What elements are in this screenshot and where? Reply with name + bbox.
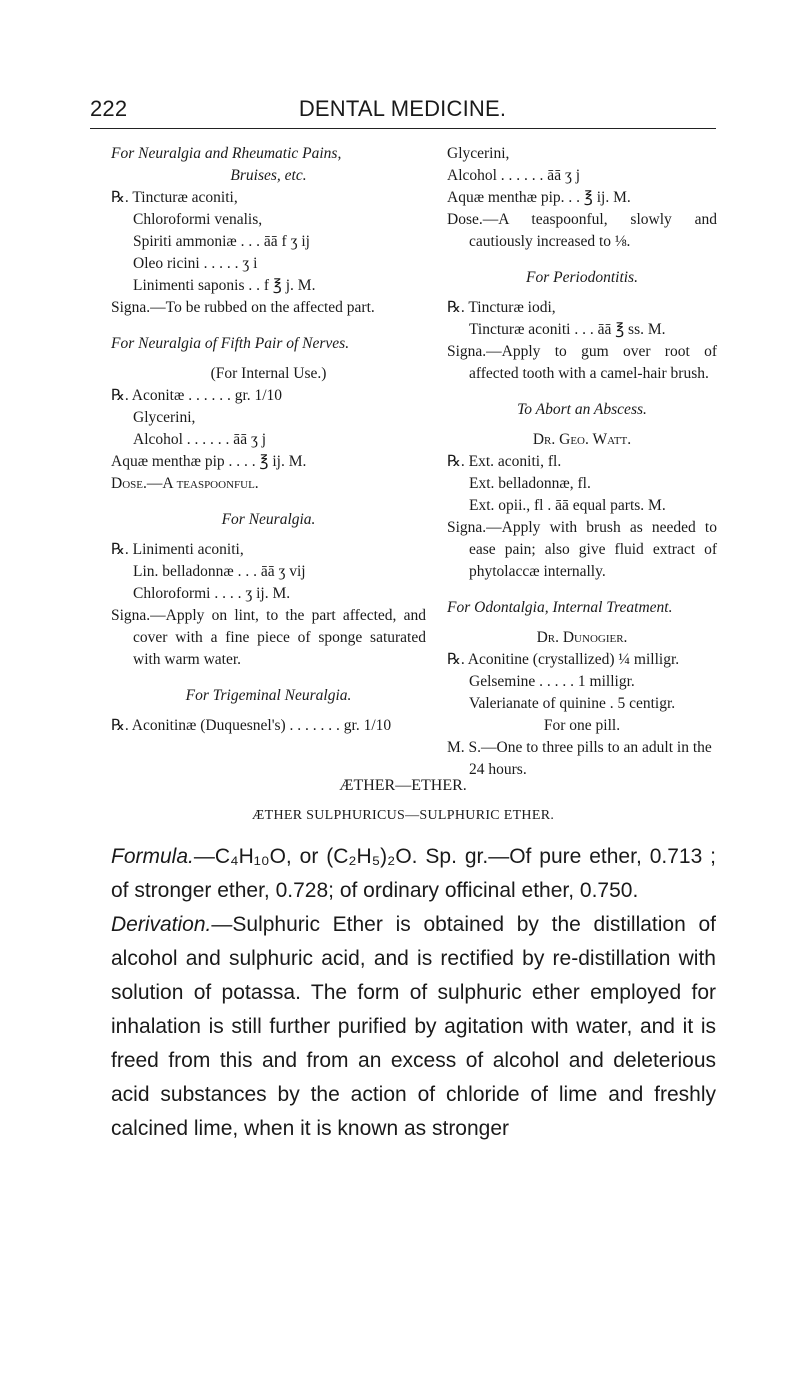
rx-line: ℞. Tincturæ aconiti, <box>111 189 238 206</box>
rx-line: Spiriti ammoniæ . . . āā f ʒ ij <box>133 233 310 250</box>
author-dunogier: Dr. Dunogier. <box>536 629 628 646</box>
header-rule <box>90 128 716 129</box>
derivation-paragraph <box>111 908 716 1146</box>
rx-line: ℞. Ext. aconiti, fl. <box>447 453 562 470</box>
signa-line: Signa.—To be rubbed on the affected part. <box>111 299 375 316</box>
rx-line: Chloroformi venalis, <box>133 211 263 228</box>
formula-text: —C₄H₁₀O, or (C₂H₅)₂O. Sp. gr.—Of pure ether, 0.713 ; of stronger ether, 0.728; of ordinary officinal ether, 0.750. <box>111 845 716 902</box>
ms-line: M. S.—One to three pills to an adult in the 24 hours. <box>447 739 712 778</box>
author-watt: Dr. Geo. Watt. <box>532 431 632 448</box>
section-title: ÆTHER—ETHER. <box>339 777 467 794</box>
heading-neuralgia-rheumatic: For Neuralgia and Rheumatic Pains, <box>111 145 342 162</box>
formula-paragraph <box>111 840 716 908</box>
rx-line: Lin. belladonnæ . . . āā ʒ vij <box>133 563 306 580</box>
rx-line: Glycerini, <box>133 409 196 426</box>
rx-line: ℞. Aconitinæ (Duquesnel's) . . . . . . . gr. 1/10 <box>111 717 392 734</box>
rx-line: ℞. Linimenti aconiti, <box>111 541 244 558</box>
rx-line: Linimenti saponis . . f ℥ j. M. <box>133 277 316 294</box>
page-number: 222 <box>90 96 128 121</box>
running-title: DENTAL MEDICINE. <box>298 96 507 121</box>
rx-line: ℞. Aconitæ . . . . . . gr. 1/10 <box>111 387 283 404</box>
heading-internal-use: (For Internal Use.) <box>210 365 327 382</box>
rx-line: Oleo ricini . . . . . ʒ i <box>133 255 258 272</box>
rx-line: Alcohol . . . . . . āā ʒ j <box>447 167 581 184</box>
rx-line: Gelsemine . . . . . 1 milligr. <box>469 673 635 690</box>
rx-line: Aquæ menthæ pip . . . . ℥ ij. M. <box>111 453 307 470</box>
heading-periodontitis: For Periodontitis. <box>526 269 638 286</box>
heading-neuralgia: For Neuralgia. <box>221 511 316 528</box>
heading-abort-abscess: To Abort an Abscess. <box>517 401 647 418</box>
rx-line: Valerianate of quinine . 5 centigr. <box>469 695 676 712</box>
heading-odontalgia: For Odontalgia, Internal Treatment. <box>447 599 673 616</box>
heading-fifth-pair: For Neuralgia of Fifth Pair of Nerves. <box>111 335 350 352</box>
rx-line: ℞. Tincturæ iodi, <box>447 299 556 316</box>
heading-trigeminal: For Trigeminal Neuralgia. <box>185 687 352 704</box>
body-text <box>111 840 716 1146</box>
derivation-label: Derivation. <box>111 913 212 936</box>
signa-line: Signa.—Apply to gum over root of affected tooth with a camel-hair brush. <box>447 343 717 382</box>
rx-line: Chloroformi . . . . ʒ ij. M. <box>133 585 291 602</box>
rx-line: Tincturæ aconiti . . . āā ℥ ss. M. <box>469 321 666 338</box>
heading-neuralgia-rheumatic-cont: Bruises, etc. <box>230 167 307 184</box>
rx-line: Alcohol . . . . . . āā ʒ j <box>133 431 267 448</box>
section-subtitle: ÆTHER SULPHURICUS—SULPHURIC ETHER. <box>251 808 555 823</box>
derivation-text: —Sulphuric Ether is obtained by the distillation of alcohol and sulphuric acid, and is rectified by re-distillation with solution of potassa. The form of sulphuric ether employed for inhalation is still further purified by agitation with water, and it is freed from this and from an excess of alcohol and deleterious acid substances by the action of chloride of lime and freshly calcined lime, when it is known as stronger <box>111 913 716 1140</box>
dose-line: Dose.—A teaspoonful. <box>111 475 259 492</box>
signa-line: Signa.—Apply on lint, to the part affected, and cover with a fine piece of sponge saturated with warm water. <box>111 607 426 668</box>
rx-line: ℞. Aconitine (crystallized) ¼ milligr. <box>447 651 680 668</box>
dose-line: Dose.—A teaspoonful, slowly and cautiously increased to ⅛. <box>447 211 717 250</box>
rx-line: Ext. belladonnæ, fl. <box>469 475 591 492</box>
signa-line: Signa.—Apply with brush as needed to ease pain; also give fluid extract of phytolaccæ internally. <box>447 519 717 580</box>
rx-line: Ext. opii., fl . āā equal parts. M. <box>469 497 666 514</box>
left-column <box>111 143 426 737</box>
right-column <box>447 143 717 781</box>
rx-line: Aquæ menthæ pip. . . ℥ ij. M. <box>447 189 631 206</box>
formula-label: Formula. <box>111 845 194 868</box>
rx-line: For one pill. <box>543 717 621 734</box>
rx-line: Glycerini, <box>447 145 510 162</box>
